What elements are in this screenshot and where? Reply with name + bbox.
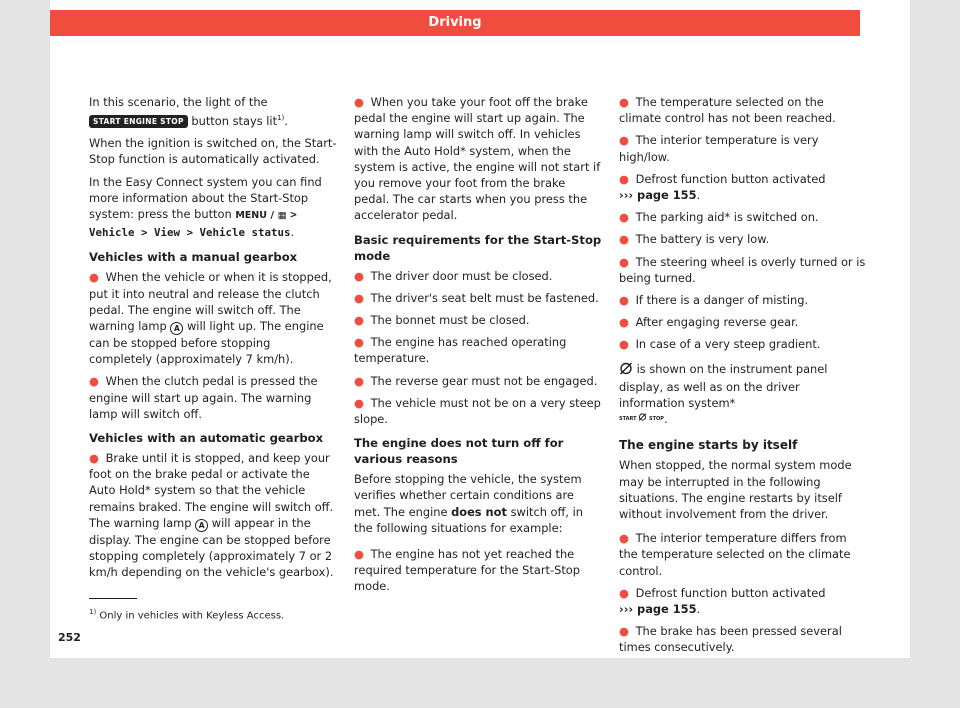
list-item: ● The battery is very low. bbox=[619, 232, 770, 247]
grid-key-icon: ▦ bbox=[277, 210, 287, 222]
footnote-ref: 1) bbox=[277, 114, 285, 123]
list-item: ● The bonnet must be closed. bbox=[354, 313, 530, 328]
heading-automatic-gearbox: Vehicles with an automatic gearbox bbox=[89, 431, 324, 446]
bullet-icon: ● bbox=[619, 171, 629, 186]
list-item: ● If there is a danger of misting. bbox=[619, 293, 809, 308]
bullet-icon: ● bbox=[619, 95, 629, 109]
paragraph-verify: Before stopping the vehicle, the system verifies whether certain conditions are met. The engine does not switch off, in the following situations for example: bbox=[354, 472, 583, 535]
list-item: ● The interior temperature is very high/low. bbox=[619, 133, 819, 164]
bullet-icon: ● bbox=[354, 373, 364, 388]
bullet-icon: ● bbox=[89, 374, 99, 389]
list-item: ● The parking aid* is switched on. bbox=[619, 210, 819, 225]
bullet-icon: ● bbox=[354, 290, 364, 305]
list-item: ● When the vehicle or when it is stopped, put it into neutral and release the clutch pedal. The engine will switch off. The warning lamp A will light up. The engine can be stopped before stopping completely (approximately 7 km/h). bbox=[89, 270, 332, 367]
bullet-icon: ● bbox=[354, 547, 364, 562]
bullet-icon: ● bbox=[619, 254, 629, 269]
list-item: ● Defrost function button activated ››› page 155. bbox=[619, 171, 826, 203]
page-reference-link[interactable]: ››› page 155 bbox=[619, 188, 697, 203]
menu-key-icon: MENU bbox=[235, 210, 267, 222]
heading-engine-starts-itself: The engine starts by itself bbox=[619, 438, 798, 453]
paragraph-display-shown: is shown on the instrument panel display, as well as on the driver information system* START STOP. bbox=[619, 361, 828, 427]
bullet-icon: ● bbox=[619, 315, 629, 330]
list-item: ● The driver door must be closed. bbox=[354, 268, 553, 283]
start-stop-off-icon bbox=[619, 362, 633, 379]
heading-engine-not-turn-off: The engine does not turn off for various reasons bbox=[354, 436, 564, 467]
paragraph-starts-itself: When stopped, the normal system mode may be interrupted in the following situations. The engine restarts by itself without involvement from the driver. bbox=[619, 458, 852, 522]
bullet-icon: ● bbox=[354, 335, 364, 350]
heading-basic-requirements: Basic requirements for the Start-Stop mode bbox=[354, 232, 602, 263]
page-number: 252 bbox=[58, 631, 81, 644]
bullet-icon: ● bbox=[619, 293, 629, 308]
bullet-icon: ● bbox=[354, 395, 364, 410]
list-item: ● The brake has been pressed several times consecutively. bbox=[619, 624, 842, 655]
section-header: Driving bbox=[50, 10, 860, 36]
paragraph-button-lit: In this scenario, the light of the START ENGINE STOP button stays lit$^{1)}$. bbox=[89, 95, 288, 128]
list-item: ● When you take your foot off the brake pedal the engine will start up again. The warning lamp will switch off. In vehicles with the Auto Hold* system, when the system is active, the engine will not start if you remove your foot from the brake pedal. The car starts when you press the accelerator pedal. bbox=[354, 95, 601, 223]
heading-manual-gearbox: Vehicles with a manual gearbox bbox=[89, 250, 298, 265]
list-item: ● After engaging reverse gear. bbox=[619, 315, 799, 330]
bullet-icon: ● bbox=[354, 95, 364, 109]
list-item: ● When the clutch pedal is pressed the engine will start up again. The warning lamp will switch off. bbox=[89, 374, 318, 421]
menu-path: > Vehicle > View > Vehicle status bbox=[89, 208, 297, 240]
footnote: $^{1)}$ Only in vehicles with Keyless Access. bbox=[89, 608, 285, 622]
list-item: ● In case of a very steep gradient. bbox=[619, 337, 821, 352]
column-1 bbox=[89, 94, 337, 586]
bullet-icon: ● bbox=[619, 585, 629, 600]
start-stop-lamp-icon: A bbox=[170, 322, 183, 335]
column-3 bbox=[619, 94, 867, 662]
list-item: ● The engine has reached operating temperature. bbox=[354, 335, 567, 366]
list-item: ● The steering wheel is overly turned or is being turned. bbox=[619, 254, 866, 285]
start-engine-stop-button-icon: START ENGINE STOP bbox=[89, 115, 188, 128]
bullet-icon: ● bbox=[89, 451, 99, 466]
paragraph-easy-connect: In the Easy Connect system you can find more information about the Start-Stop system: press the button MENU / ▦ > Vehicle > View > Vehicle status. bbox=[89, 174, 322, 240]
bullet-icon: ● bbox=[619, 337, 629, 352]
bullet-icon: ● bbox=[354, 268, 364, 283]
bullet-icon: ● bbox=[354, 313, 364, 328]
bullet-icon: ● bbox=[619, 133, 629, 148]
start-stop-lamp-icon: A bbox=[195, 519, 208, 532]
paragraph-ignition: When the ignition is switched on, the Start-Stop function is automatically activated. bbox=[89, 136, 337, 167]
footnote-divider bbox=[89, 598, 137, 599]
list-item: ● The temperature selected on the climate control has not been reached. bbox=[619, 95, 836, 126]
list-item: ● The engine has not yet reached the required temperature for the Start-Stop mode. bbox=[354, 547, 580, 594]
bullet-icon: ● bbox=[619, 624, 629, 639]
list-item: ● The driver's seat belt must be fastened. bbox=[354, 290, 599, 305]
page-reference-link[interactable]: ››› page 155 bbox=[619, 602, 697, 617]
basic-requirements-list bbox=[354, 268, 602, 428]
list-item: ● The interior temperature differs from the temperature selected on the climate control. bbox=[619, 531, 851, 578]
bullet-icon: ● bbox=[619, 531, 629, 546]
list-item: ● Defrost function button activated ››› page 155. bbox=[619, 585, 826, 617]
column-2 bbox=[354, 94, 602, 601]
list-item: ● Brake until it is stopped, and keep your foot on the brake pedal or activate the Auto Hold* system so that the vehicle remains braked. The engine will switch off. The warning lamp A will appear in the display. The engine can be stopped before stopping completely (approximately 7 or 2 km/h depending on the vehicle's gearbox). bbox=[89, 451, 334, 580]
bullet-icon: ● bbox=[89, 270, 99, 285]
list-item: ● The vehicle must not be on a very steep slope. bbox=[354, 395, 601, 427]
bullet-icon: ● bbox=[619, 210, 629, 225]
list-item: ● The reverse gear must not be engaged. bbox=[354, 373, 598, 388]
bullet-icon: ● bbox=[619, 232, 629, 247]
start-stop-small-icon: START STOP bbox=[619, 411, 664, 427]
